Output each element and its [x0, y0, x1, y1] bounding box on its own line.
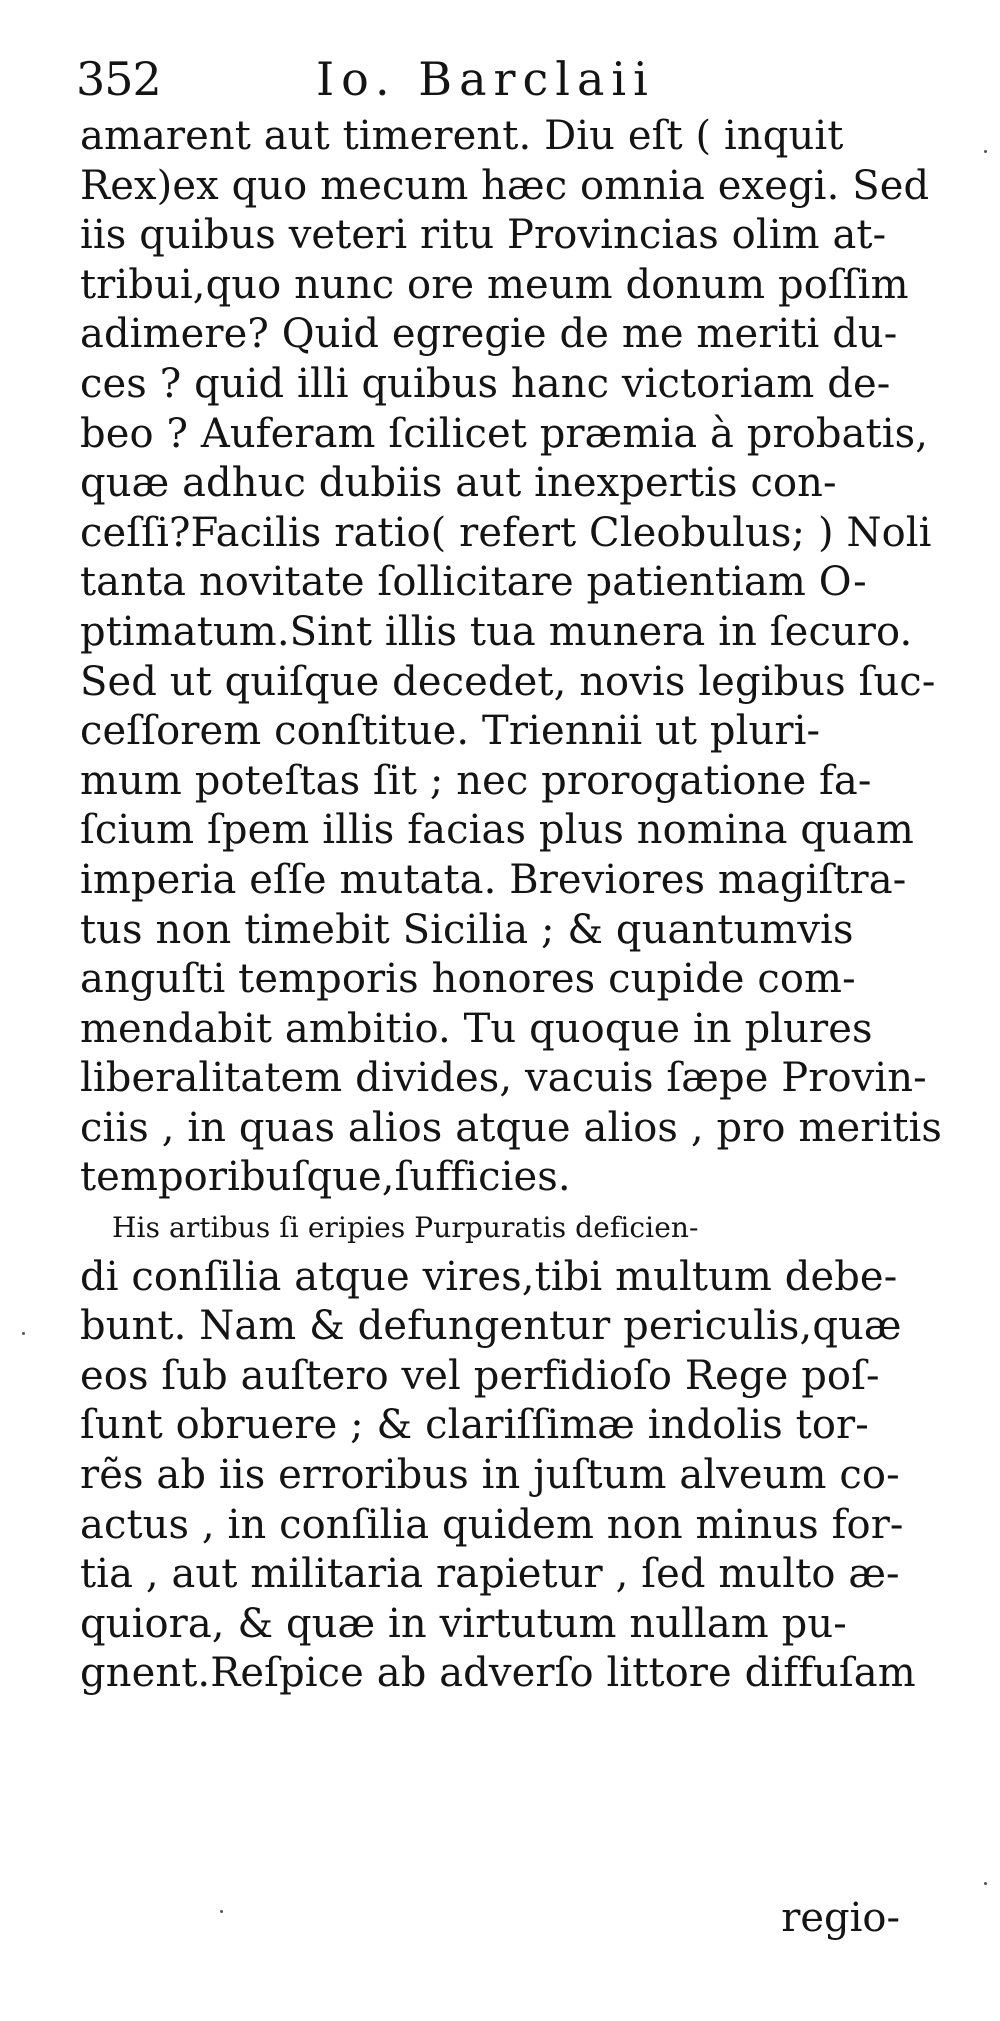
text-line: beo ? Auferam ſcilicet præmia à probatis, — [80, 410, 929, 457]
text-line: eos ſub auſtero vel perfidioſo Rege poſ- — [80, 1352, 880, 1399]
text-line: liberalitatem divides, vacuis ſæpe Provin- — [80, 1055, 927, 1102]
print-speck — [984, 150, 987, 153]
running-head: Io. Barclaii — [316, 52, 655, 106]
text-line: gnent.Reſpice ab adverſo littore diffuſam — [80, 1650, 916, 1697]
text-line: tribui,quo nunc ore meum donum poſſim — [80, 261, 909, 308]
page-header — [76, 44, 736, 114]
text-line: ceſſorem conſtitue. Triennii ut pluri- — [80, 708, 821, 755]
text-line: ces ? quid illi quibus hanc victoriam de- — [80, 360, 891, 407]
text-line: rẽs ab iis erroribus in juſtum alveum co- — [80, 1452, 900, 1499]
text-line: iis quibus veteri ritu Provincias olim at- — [80, 212, 887, 259]
text-line: Rex)ex quo mecum hæc omnia exegi. Sed — [80, 162, 930, 209]
print-speck — [220, 1910, 223, 1913]
print-speck — [984, 1882, 987, 1885]
body-text — [80, 112, 960, 1699]
text-line: anguſti temporis honores cupide com- — [80, 956, 856, 1003]
text-line: mum poteſtas ſit ; nec prorogatione fa- — [80, 757, 872, 804]
text-line: ceſſi?Facilis ratio( refert Cleobulus; ) Noli — [80, 509, 932, 556]
text-line: tanta novitate ſollicitare patientiam O- — [80, 559, 867, 606]
text-line: bunt. Nam & defungentur periculis,quæ — [80, 1303, 902, 1350]
text-line: Sed ut quiſque decedet, novis legibus ſuc- — [80, 658, 936, 705]
text-line: actus , in conſilia quidem non minus for- — [80, 1501, 904, 1548]
text-line: imperia eſſe mutata. Breviores magiſtra- — [80, 856, 907, 903]
paragraph-start-line: His artibus ſi eripies Purpuratis deficien- — [112, 1211, 699, 1245]
print-speck — [22, 1332, 25, 1335]
text-line: ſunt obruere ; & clariſſimæ indolis tor- — [80, 1402, 869, 1449]
text-line: mendabit ambitio. Tu quoque in plures — [80, 1005, 873, 1052]
text-line: di conſilia atque vires,tibi multum debe- — [80, 1253, 898, 1300]
text-line: ciis , in quas alios atque alios , pro meritis — [80, 1104, 943, 1151]
text-line: tus non timebit Sicilia ; & quantumvis — [80, 906, 854, 953]
text-line: temporibuſque,ſufficies. — [80, 1154, 571, 1201]
text-line: ptimatum.Sint illis tua munera in ſecuro. — [80, 608, 913, 655]
page-number: 352 — [76, 52, 161, 106]
text-line: ſcium ſpem illis facias plus nomina quam — [80, 807, 914, 854]
text-line: quiora, & quæ in virtutum nullam pu- — [80, 1600, 847, 1647]
text-line: amarent aut timerent. Diu eſt ( inquit — [80, 113, 844, 159]
text-line: tia , aut militaria rapietur , ſed multo æ- — [80, 1551, 900, 1598]
catchword: regio- — [781, 1895, 900, 1941]
text-line: adimere? Quid egregie de me meriti du- — [80, 311, 898, 358]
text-line: quæ adhuc dubiis aut inexpertis con- — [80, 460, 837, 507]
